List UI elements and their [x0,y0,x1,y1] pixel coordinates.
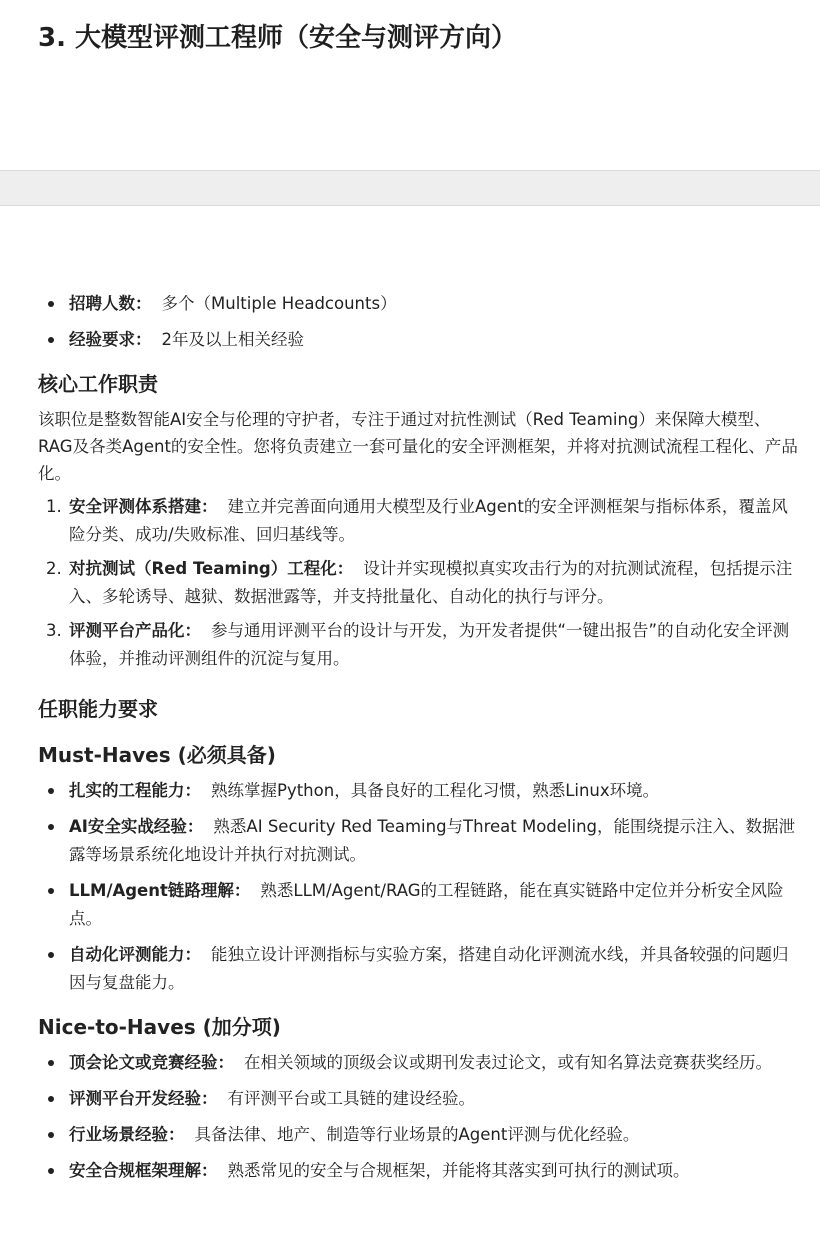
meta-label: 经验要求： [69,330,152,349]
job-meta-list [38,290,800,354]
list-number: 1. [46,497,62,516]
responsibilities-list [38,493,800,673]
list-item [38,1157,800,1185]
nice-to-haves-list [38,1049,800,1185]
item-label: 扎实的工程能力： [69,781,201,800]
meta-item-experience [38,326,800,354]
list-item [38,555,800,611]
item-label: 评测平台开发经验： [69,1089,218,1108]
item-text: 具备法律、地产、制造等行业场景的Agent评测与优化经验。 [194,1125,640,1144]
meta-label: 招聘人数： [69,294,152,313]
item-label: 自动化评测能力： [69,945,201,964]
job-details [38,290,800,1193]
must-haves-heading: Must-Haves (必须具备) [38,743,276,767]
item-text: 熟悉AI Security Red Teaming与Threat Modeling，能围绕提示注入、数据泄露等场景系统化地设计并执行对抗测试。 [69,817,796,864]
item-label: LLM/Agent链路理解： [69,881,251,900]
item-label: 顶会论文或竞赛经验： [69,1053,234,1072]
item-text: 参与通用评测平台的设计与开发，为开发者提供“一键出报告”的自动化安全评测体验，并推动评测组件的沉淀与复用。 [69,621,790,668]
responsibilities-heading: 核心工作职责 [38,372,158,396]
list-number: 2. [46,559,62,578]
item-text: 能独立设计评测指标与实验方案，搭建自动化评测流水线，并具备较强的问题归因与复盘能力。 [69,945,789,992]
item-text: 熟悉常见的安全与合规框架，并能将其落实到可执行的测试项。 [227,1161,690,1180]
list-item [38,617,800,673]
job-title: 3. 大模型评测工程师（安全与测评方向） [38,23,518,53]
list-number: 3. [46,621,62,640]
item-label: 评测平台产品化： [69,621,201,640]
item-label: 对抗测试（Red Teaming）工程化： [69,559,354,578]
list-item [38,1085,800,1113]
item-text: 熟悉LLM/Agent/RAG的工程链路，能在真实链路中定位并分析安全风险点。 [69,881,784,928]
item-text: 建立并完善面向通用大模型及行业Agent的安全评测框架与指标体系，覆盖风险分类、成功/失败标准、回归基线等。 [69,497,788,544]
list-item [38,813,800,869]
item-text: 设计并实现模拟真实攻击行为的对抗测试流程，包括提示注入、多轮诱导、越狱、数据泄露等，并支持批量化、自动化的执行与评分。 [69,559,793,606]
item-text: 有评测平台或工具链的建设经验。 [227,1089,475,1108]
section-divider-band [0,170,820,206]
list-item [38,941,800,997]
meta-value: 2年及以上相关经验 [161,330,304,349]
item-label: 行业场景经验： [69,1125,185,1144]
must-haves-list [38,777,800,997]
nice-to-haves-heading: Nice-to-Haves (加分项) [38,1015,281,1039]
meta-item-headcount [38,290,800,318]
list-item [38,1049,800,1077]
list-item [38,777,800,805]
list-item [38,493,800,549]
item-label: 安全合规框架理解： [69,1161,218,1180]
requirements-heading: 任职能力要求 [38,697,158,721]
item-text: 熟练掌握Python，具备良好的工程化习惯，熟悉Linux环境。 [211,781,660,800]
item-label: 安全评测体系搭建： [69,497,218,516]
list-item [38,1121,800,1149]
responsibilities-intro: 该职位是整数智能AI安全与伦理的守护者，专注于通过对抗性测试（Red Teaming）来保障大模型、RAG及各类Agent的安全性。您将负责建立一套可量化的安全评测框架，并将对抗测试流程工程化、产品化。 [38,410,798,483]
item-text: 在相关领域的顶级会议或期刊发表过论文，或有知名算法竞赛获奖经历。 [244,1053,772,1072]
item-label: AI安全实战经验： [69,817,204,836]
meta-value: 多个（Multiple Headcounts） [161,294,397,313]
list-item [38,877,800,933]
